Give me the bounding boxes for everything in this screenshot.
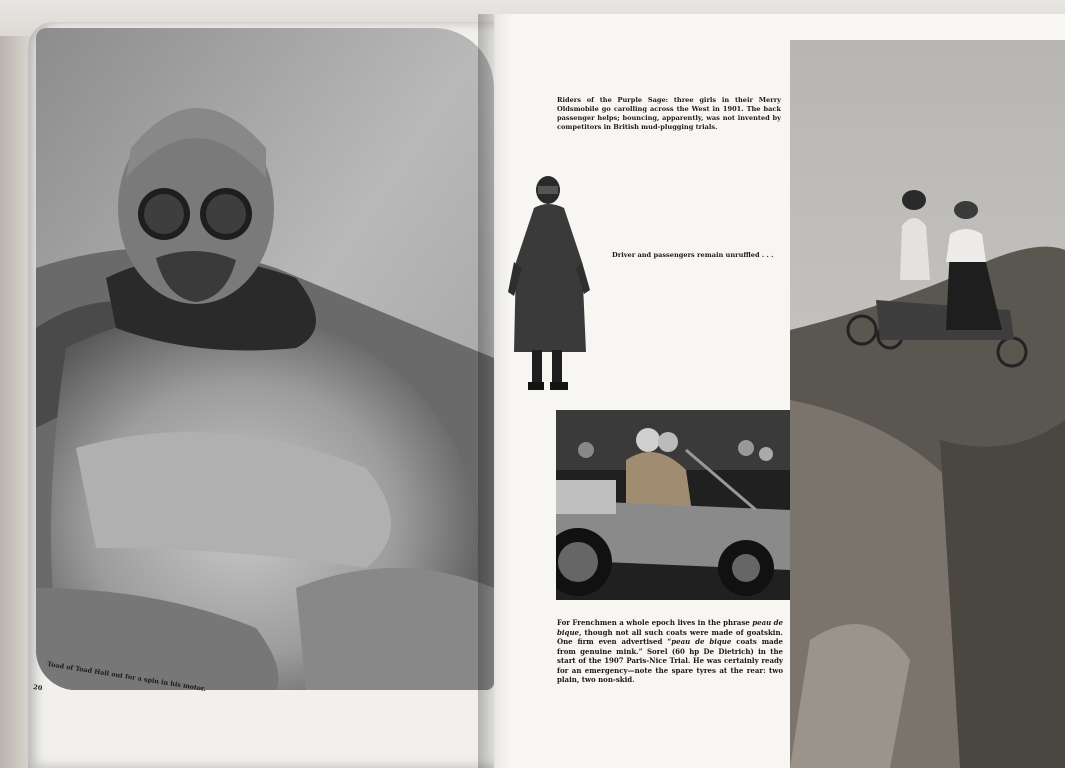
caption-frenchmen-italic: peau de bique — [671, 637, 732, 646]
oldsmobile-hillside-photo — [790, 40, 1065, 768]
caption-frenchmen-part: , though not all such coats were made of goatskin. One firm even advertised “ — [557, 627, 783, 646]
caption-frenchmen-part: For Frenchmen a whole epoch lives in the phrase — [557, 618, 753, 627]
book-gutter-shadow — [478, 14, 512, 768]
caption-unruffled: Driver and passengers remain unruffled . . . — [612, 251, 774, 259]
fur-coat-driver-photo — [556, 410, 790, 600]
caption-frenchmen-part: coats made from genuine mink.” Sorel (60 hp De Dietrich) in the start of the 1907 Paris-Nice Trial. He was certainly ready for an emergency—note the spare tyres at the rear: two plain, two non-skid. — [557, 637, 784, 684]
caption-frenchmen-italic: peau de bique — [557, 618, 784, 637]
goggled-motorist-photo — [36, 28, 494, 690]
page-number: 20 — [32, 683, 43, 693]
caption-toad-of-toad-hall: Toad of Toad Hall out for a spin in his motor. — [46, 660, 207, 694]
caption-purple-sage: Riders of the Purple Sage: three girls in their Merry Oldsmobile go carolling across the West in 1901. The back passenger helps; bouncing, apparently, was not invented by competitors in British mud-plugging trials. — [557, 96, 781, 131]
standing-motorist-photo — [508, 172, 590, 394]
caption-frenchmen — [557, 618, 783, 685]
